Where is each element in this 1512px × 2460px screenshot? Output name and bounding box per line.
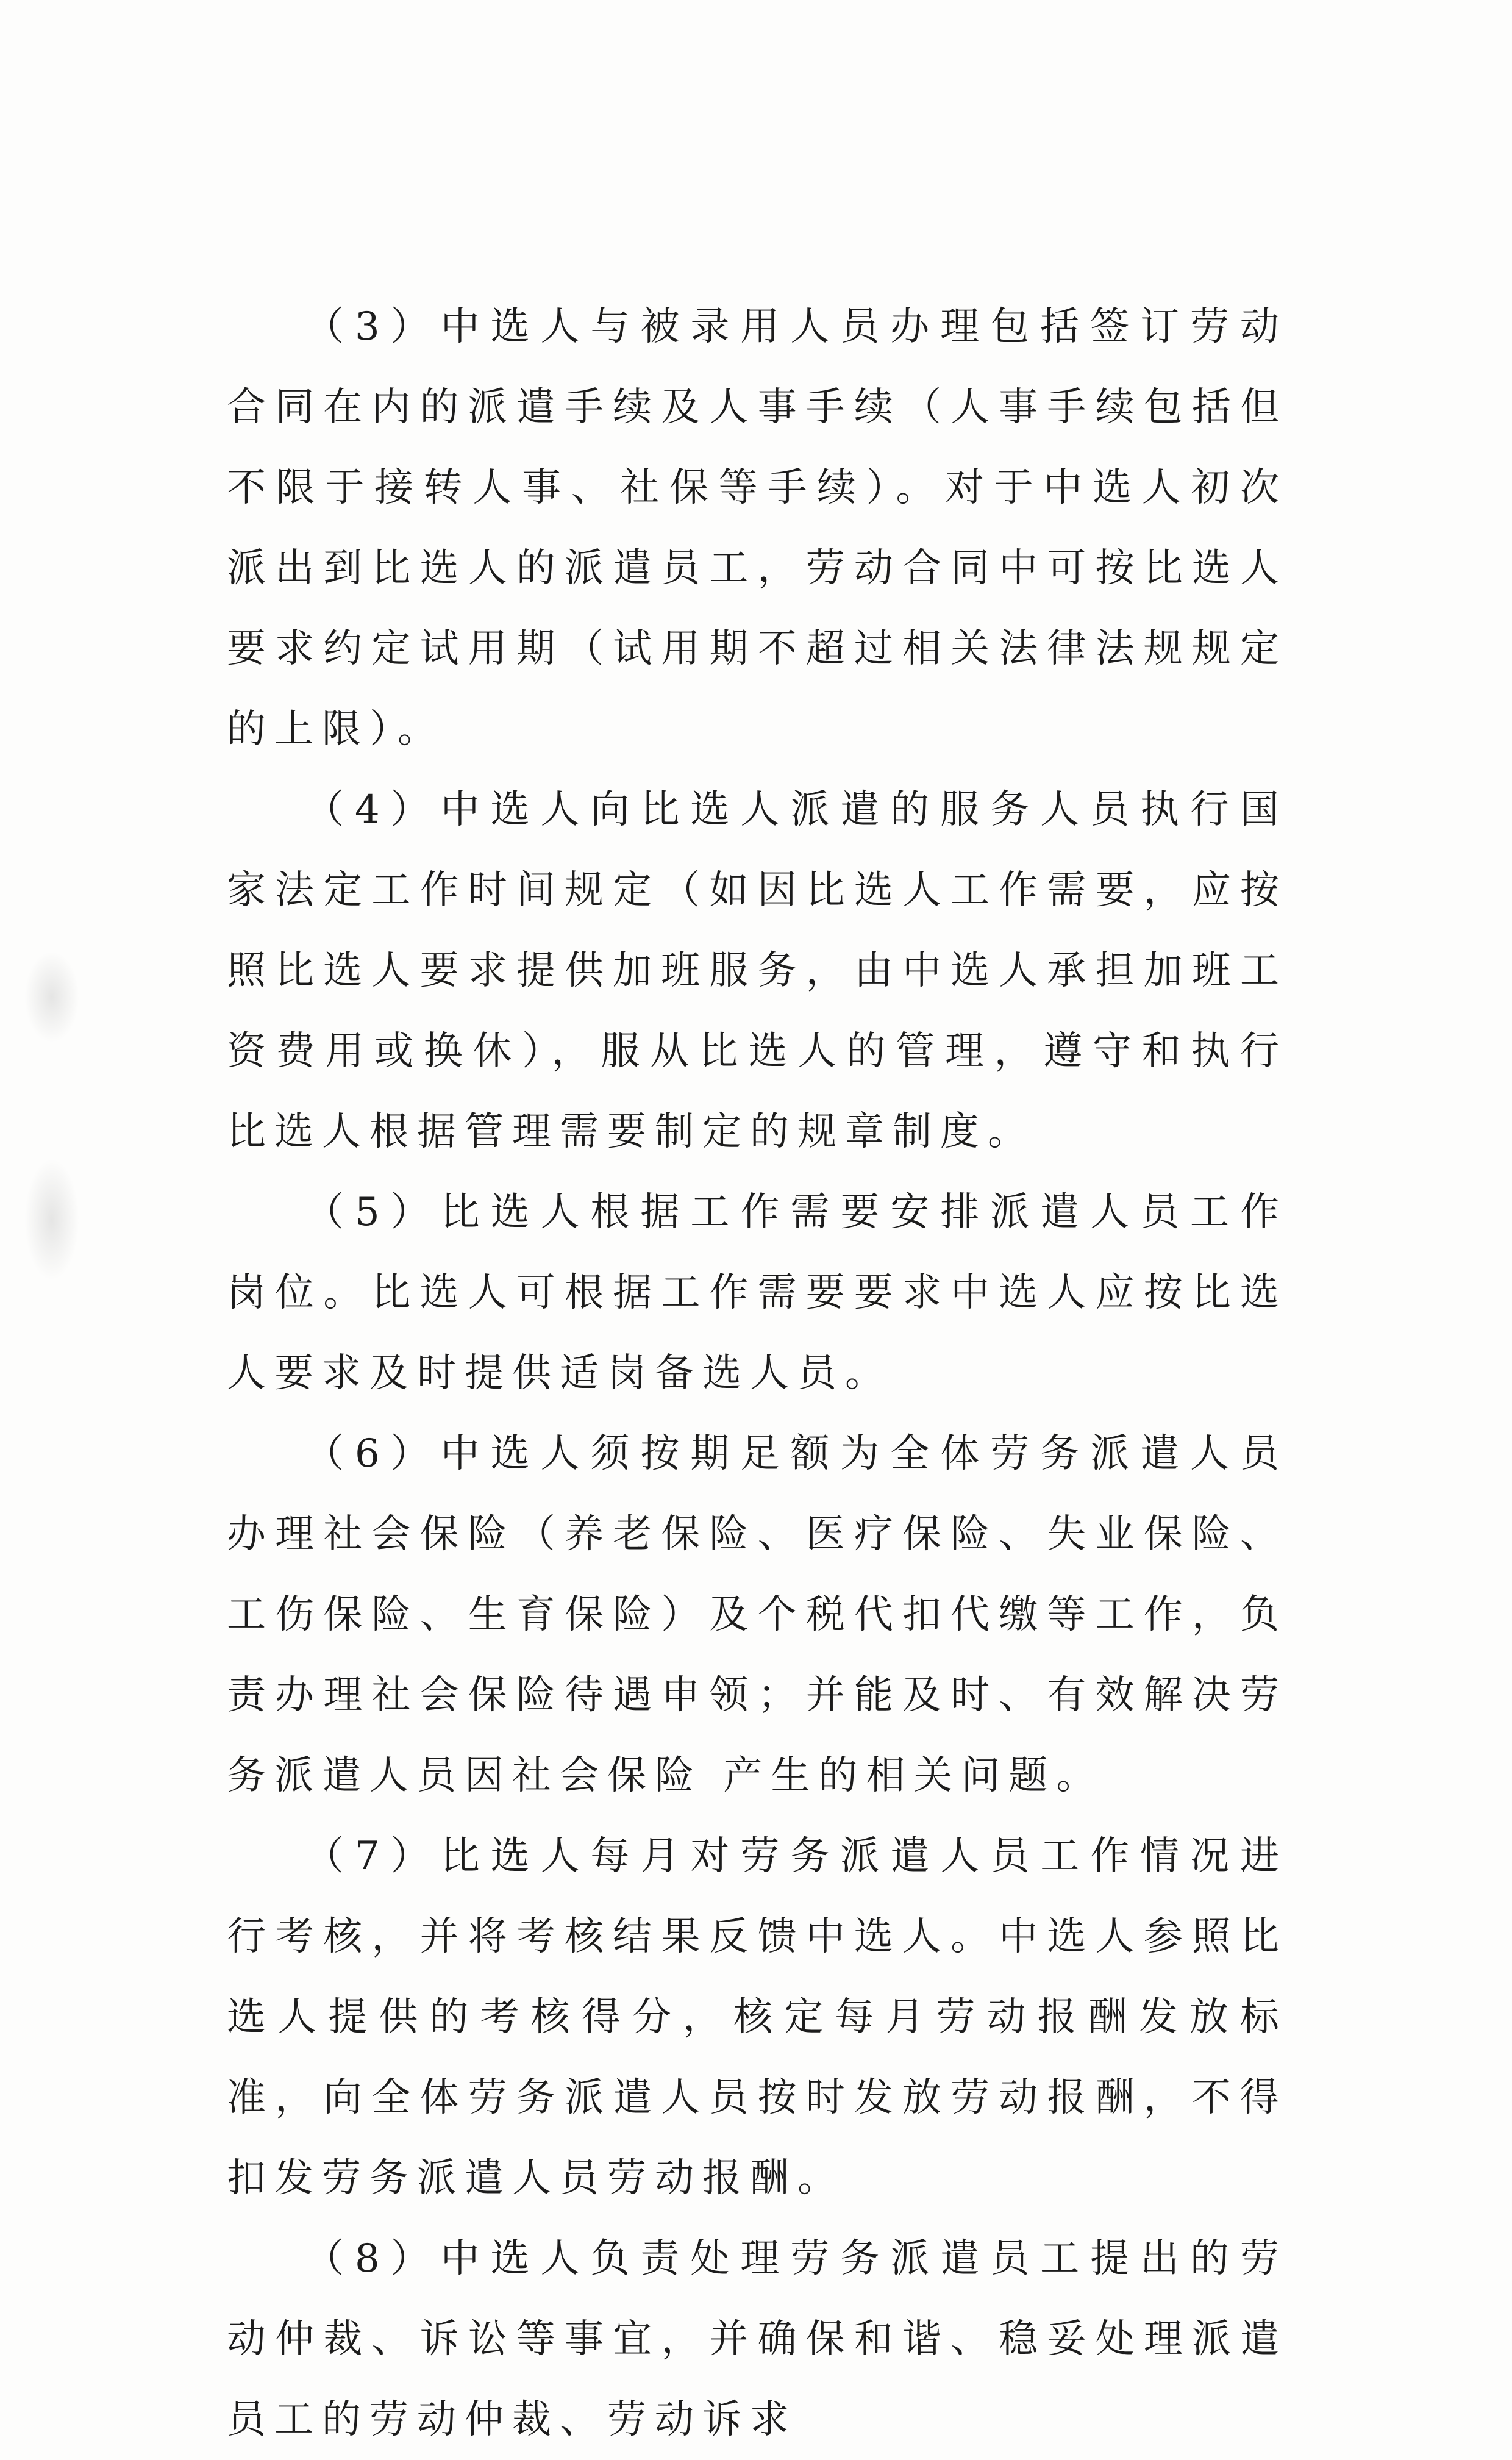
paragraph-6: （6）中选人须按期足额为全体劳务派遣人员办理社会保险（养老保险、医疗保险、失业保险、工伤保险、生育保险）及个税代扣代缴等工作，负责办理社会保险待遇申领；并能及时、有效解决劳务派遣人员因社会保险 产生的相关问题。	[227, 1431, 1288, 1798]
paragraph-3: （3）中选人与被录用人员办理包括签订劳动合同在内的派遣手续及人事手续（人事手续包括但不限于接转人事、社保等手续）。对于中选人初次派出到比选人的派遣员工，劳动合同中可按比选人要求约定试用期（试用期不超过相关法律法规规定的上限）。	[227, 304, 1288, 752]
paragraph-7: （7）比选人每月对劳务派遣人员工作情况进行考核，并将考核结果反馈中选人。中选人参照比选人提供的考核得分，核定每月劳动报酬发放标准，向全体劳务派遣人员按时发放劳动报酬，不得扣发劳务派遣人员劳动报酬。	[227, 1834, 1288, 2201]
paragraph-5: （5）比选人根据工作需要安排派遣人员工作岗位。比选人可根据工作需要要求中选人应按比选人要求及时提供适岗备选人员。	[227, 1190, 1288, 1396]
paragraph-4: （4）中选人向比选人派遣的服务人员执行国家法定工作时间规定（如因比选人工作需要，应按照比选人要求提供加班服务，由中选人承担加班工资费用或换休），服从比选人的管理，遵守和执行比选人根据管理需要制定的规章制度。	[227, 787, 1288, 1154]
scan-margin-mark	[24, 951, 79, 1043]
paragraph-8: （8）中选人负责处理劳务派遣员工提出的劳动仲裁、诉讼等事宜，并确保和谐、稳妥处理派遣员工的劳动仲裁、劳动诉求	[227, 2236, 1288, 2442]
document-body	[227, 287, 1288, 2460]
scan-margin-mark	[24, 1159, 79, 1281]
